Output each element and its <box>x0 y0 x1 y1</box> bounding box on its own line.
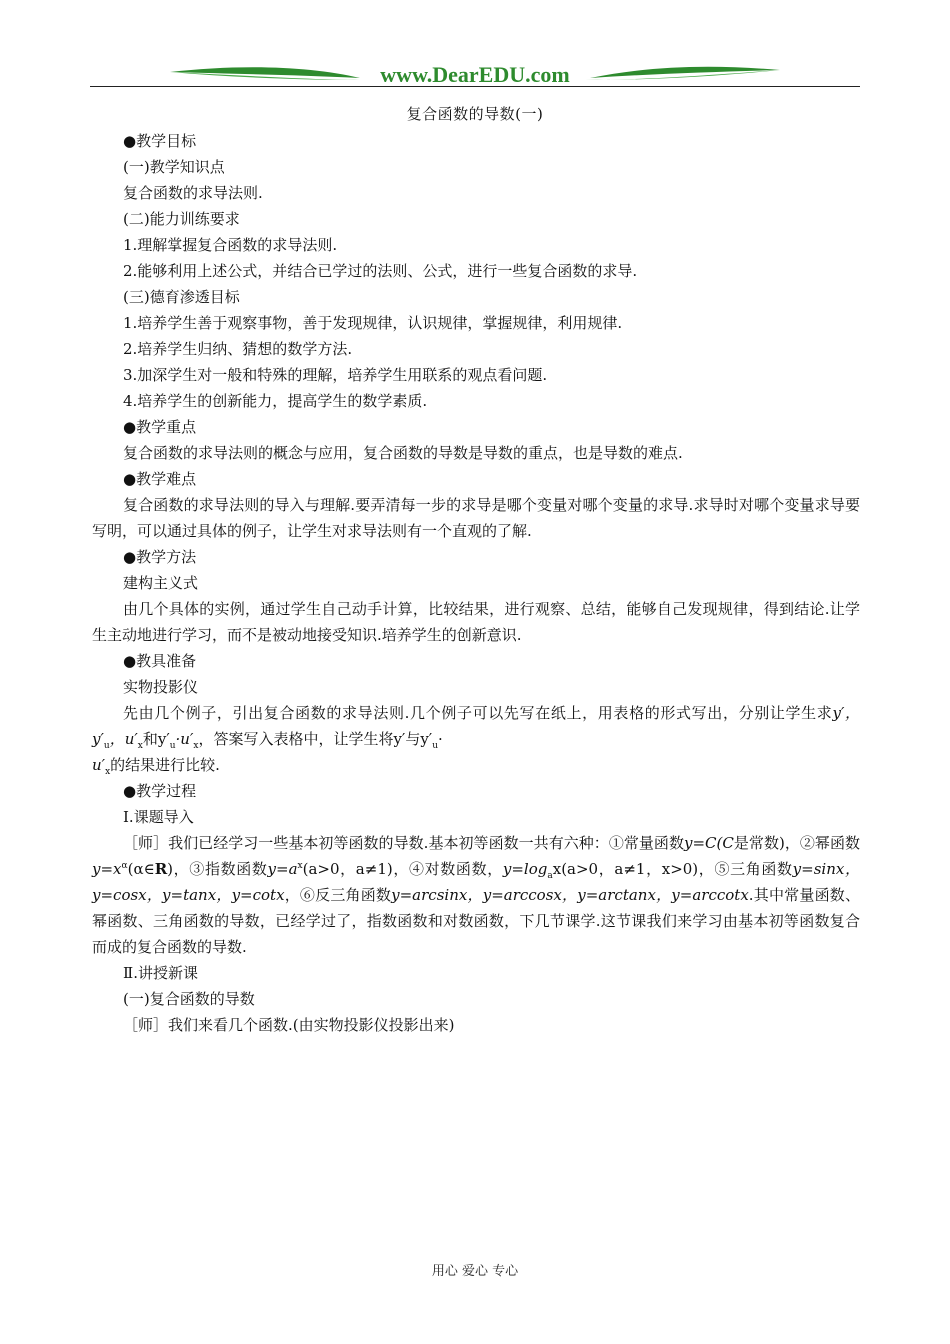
document-title: 复合函数的导数(一) <box>406 105 544 123</box>
paragraph: 建构主义式 <box>123 574 199 592</box>
document-body <box>92 128 860 1038</box>
paragraph: 实物投影仪 <box>123 678 199 696</box>
header-rule <box>90 86 860 87</box>
site-url: www.DearEDU.com <box>380 62 570 87</box>
section-heading-methods: ● 教学方法 <box>92 544 860 570</box>
section-heading-key-points: ● 教学重点 <box>92 414 860 440</box>
paragraph: 2.能够利用上述公式，并结合已学过的法则、公式，进行一些复合函数的求导. <box>123 262 638 280</box>
paragraph: 复合函数的求导法则的导入与理解.要弄清每一步的求导是哪个变量对哪个变量的求导.求导时对哪个变量求导要写明，可以通过具体的例子，让学生对求导法则有一个直观的了解. <box>92 496 860 540</box>
paragraph: 1.培养学生善于观察事物，善于发现规律，认识规律，掌握规律，利用规律. <box>123 314 623 332</box>
subheading-ability-training: (二)能力训练要求 <box>123 210 240 228</box>
paragraph-derivative-prompt: 先由几个例子，引出复合函数的求导法则.几个例子可以先写在纸上，用表格的形式写出，分别让学生求y′，$y'_u$，$u'_x$和$y'_u\cdot u'_x$，答案写入表格中，让学生将y′与$y'_u\cdot$ <box>92 704 860 751</box>
paragraph: 1.理解掌握复合函数的求导法则. <box>123 236 338 254</box>
section-heading-teaching-aids: ● 教具准备 <box>92 648 860 674</box>
paragraph: ［师］我们来看几个函数.(由实物投影仪投影出来) <box>123 1016 455 1034</box>
subheading-new-lesson: Ⅱ.讲授新课 <box>123 964 198 982</box>
subheading-moral-education: (三)德育渗透目标 <box>123 288 240 306</box>
section-heading-difficulties: ● 教学难点 <box>92 466 860 492</box>
section-heading-process: ● 教学过程 <box>92 778 860 804</box>
paragraph: 3.加深学生对一般和特殊的理解，培养学生用联系的观点看问题. <box>123 366 548 384</box>
subheading-composite-derivative: (一)复合函数的导数 <box>123 990 255 1008</box>
subheading-introduction: Ⅰ.课题导入 <box>123 808 194 826</box>
section-heading-objectives: ● 教学目标 <box>92 128 860 154</box>
paragraph-derivative-compare: $u'_x$的结果进行比较. <box>92 756 220 777</box>
subheading-knowledge-points: (一)教学知识点 <box>123 158 225 176</box>
page-footer: 用心 爱心 专心 <box>431 1264 519 1279</box>
paragraph: 复合函数的求导法则. <box>123 184 263 202</box>
paragraph: 2.培养学生归纳、猜想的数学方法. <box>123 340 353 358</box>
paragraph: 由几个具体的实例，通过学生自己动手计算，比较结果，进行观察、总结，能够自己发现规律，得到结论.让学生主动地进行学习，而不是被动地接受知识.培养学生的创新意识. <box>92 600 860 644</box>
paragraph-elementary-functions: ［师］我们已经学习一些基本初等函数的导数.基本初等函数一共有六种：①常量函数y=C(C是常数)，②幂函数$y=x^\alpha(\alpha\in R)$，③指数函数$y=a^x(a>0$，a≠1)，④对数函数，$y=\log_ax(a>0$，a≠1，x>0)，⑤三角函数y=sinx，y=cosx，y=tanx，y=cotx，⑥反三角函数y=arcsinx，y=arccosx，y=arctanx，y=arccotx.其中常量函数、幂函数、三角函数的导数，已经学过了，指数函数和对数函数，下几节课学.这节课我们来学习由基本初等函数复合而成的复合函数的导数. <box>92 834 860 956</box>
paragraph: 4.培养学生的创新能力，提高学生的数学素质. <box>123 392 428 410</box>
paragraph: 复合函数的求导法则的概念与应用，复合函数的导数是导数的重点，也是导数的难点. <box>123 444 683 462</box>
